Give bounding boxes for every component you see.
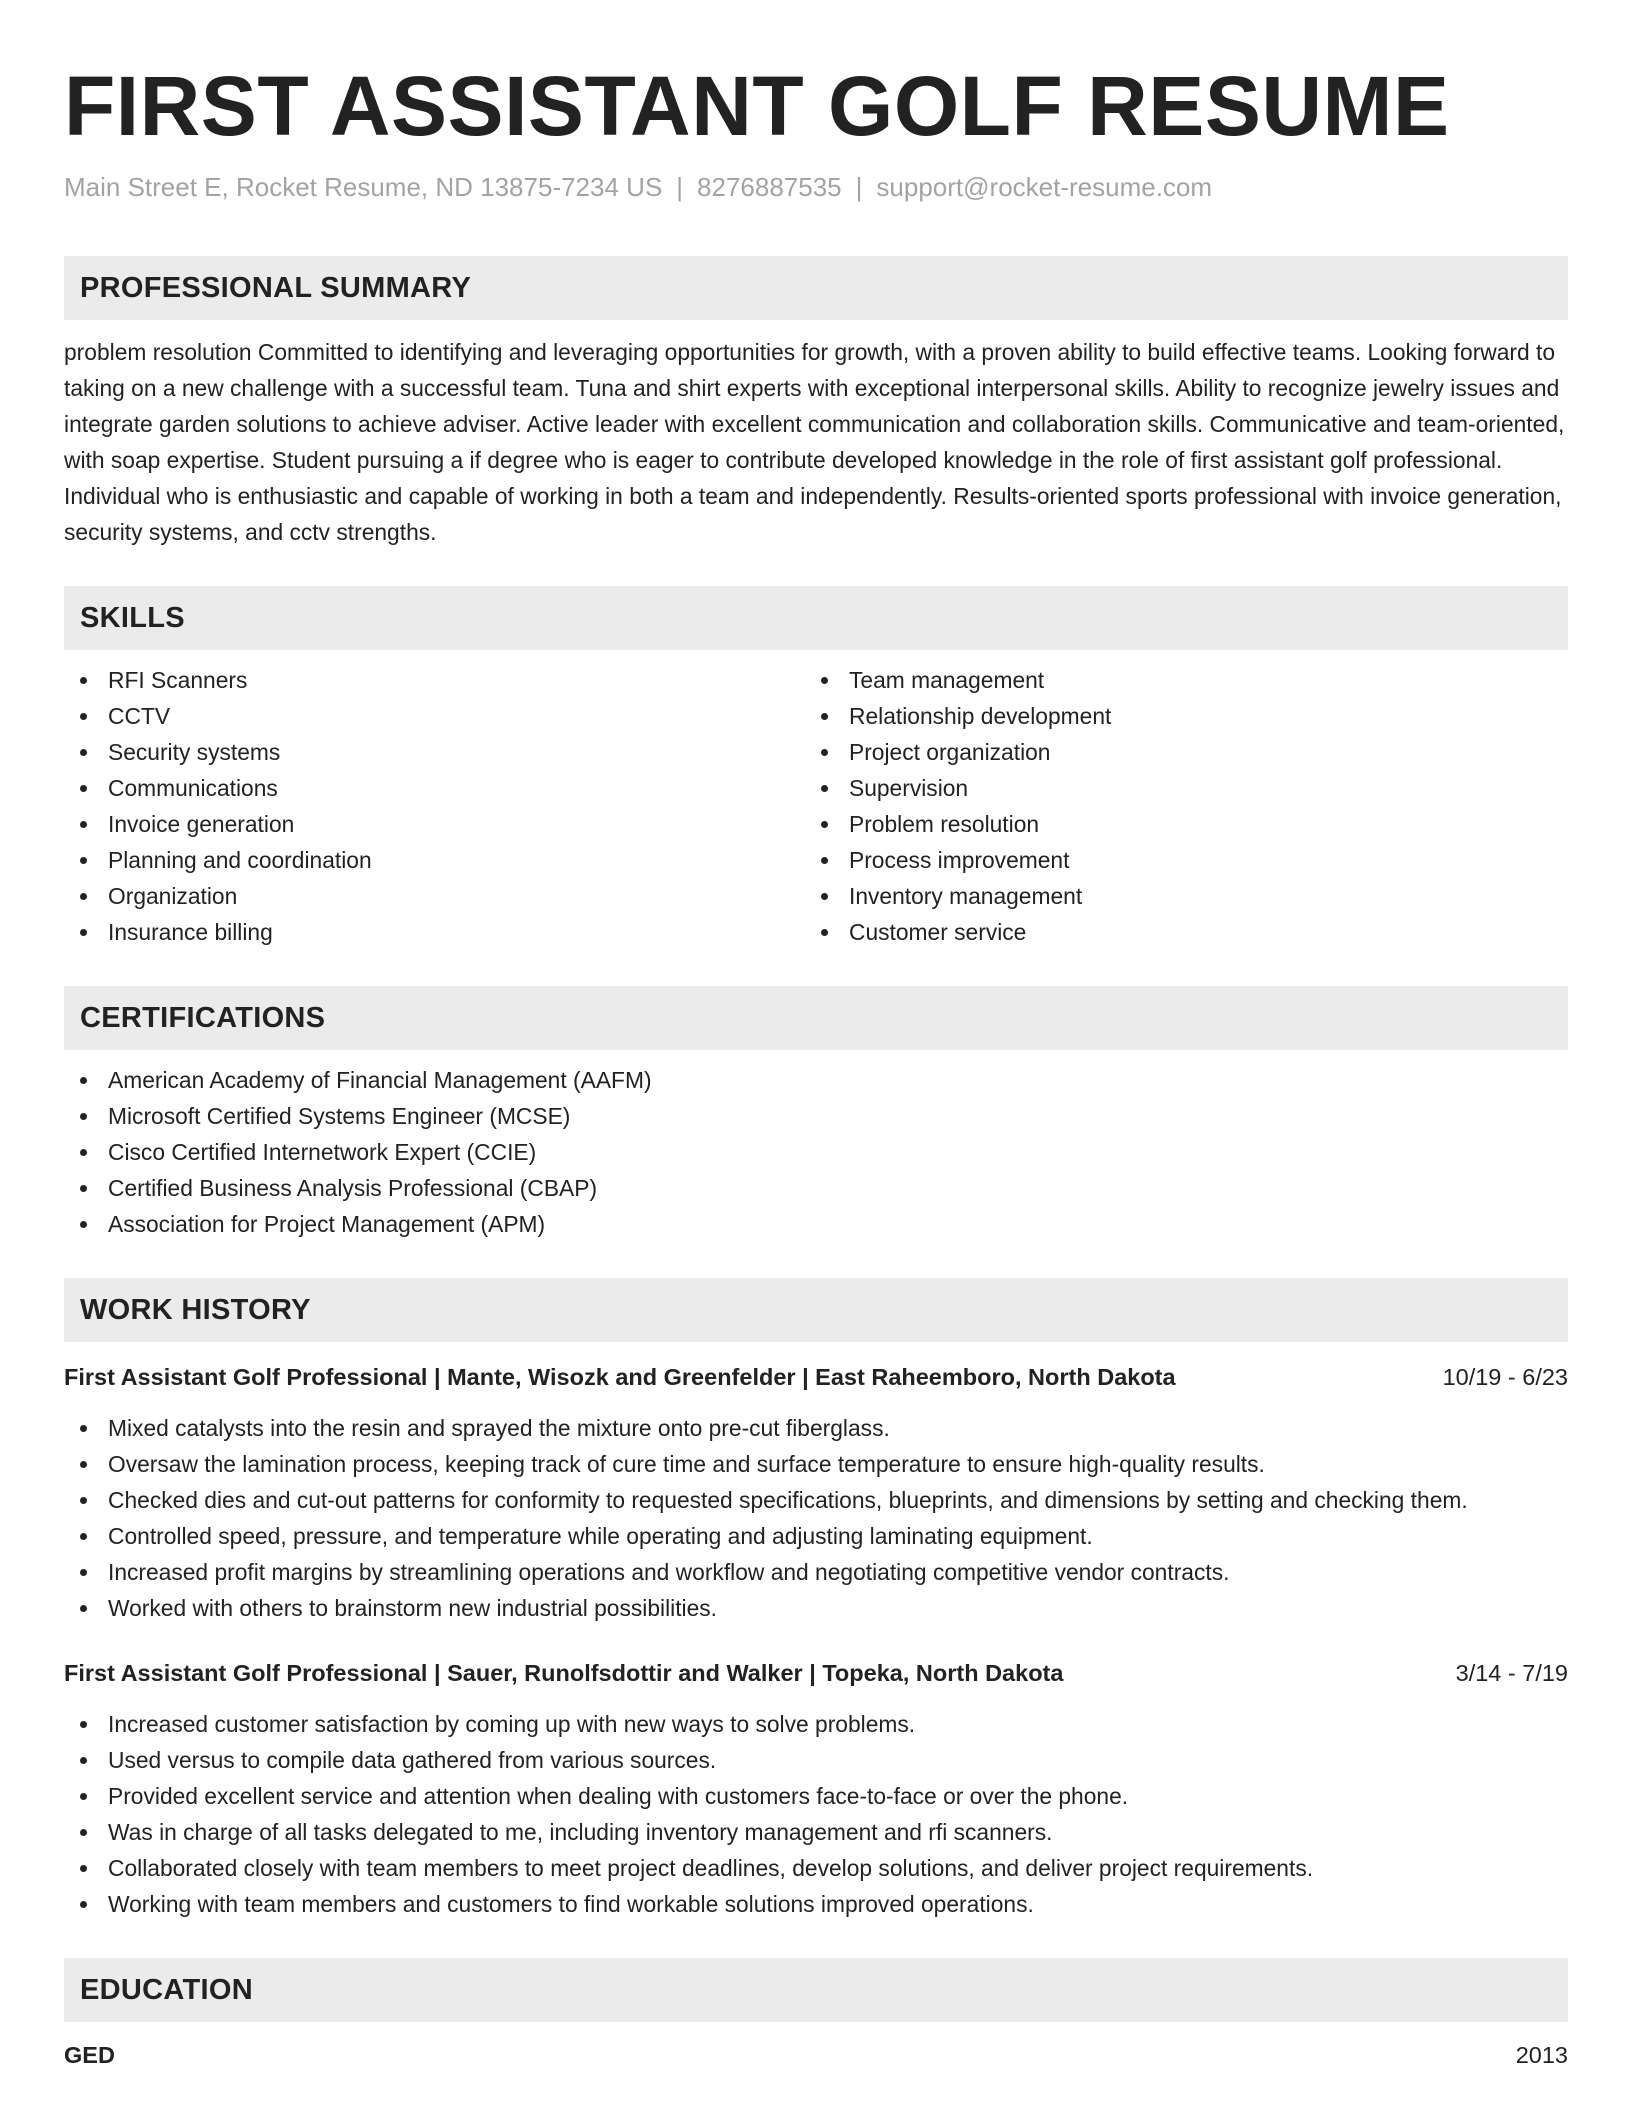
summary-section — [64, 256, 1568, 550]
list-item: Increased customer satisfaction by coming up with new ways to solve problems. — [64, 1706, 1568, 1742]
job-header — [64, 1360, 1568, 1394]
certifications-heading: CERTIFICATIONS — [64, 986, 1568, 1050]
skills-list-left — [64, 662, 805, 950]
contact-separator: | — [855, 172, 863, 202]
certifications-section — [64, 986, 1568, 1242]
summary-text: problem resolution Committed to identifying and leveraging opportunities for growth, with a proven ability to build effective teams. Looking forward to taking on a new challenge with a successful team. Tuna and shirt experts with exceptional interpersonal skills. Ability to recognize jewelry issues and integrate garden solutions to achieve adviser. Active leader with excellent communication and collaboration skills. Communicative and team-oriented, with soap expertise. Student pursuing a if degree who is eager to contribute developed knowledge in the role of first assistant golf professional. Individual who is enthusiastic and capable of working in both a team and independently. Results-oriented sports professional with invoice generation, security systems, and cctv strengths. — [64, 339, 1565, 545]
skills-list-right — [805, 662, 1546, 950]
resume-title: FIRST ASSISTANT GOLF RESUME — [64, 59, 1450, 153]
contact-phone: 8276887535 — [697, 172, 842, 202]
list-item: Oversaw the lamination process, keeping track of cure time and surface temperature to ensure high-quality results. — [64, 1446, 1568, 1482]
list-item: Insurance billing — [64, 914, 805, 950]
education-section — [64, 1958, 1568, 2072]
list-item: Microsoft Certified Systems Engineer (MCSE) — [64, 1098, 1568, 1134]
list-item: Increased profit margins by streamlining operations and workflow and negotiating competitive vendor contracts. — [64, 1554, 1568, 1590]
list-item: Customer service — [805, 914, 1546, 950]
job-bullets — [64, 1410, 1568, 1626]
education-heading: EDUCATION — [64, 1958, 1568, 2022]
list-item: Problem resolution — [805, 806, 1546, 842]
job-entry — [64, 1360, 1568, 1626]
list-item: Controlled speed, pressure, and temperature while operating and adjusting laminating equipment. — [64, 1518, 1568, 1554]
list-item: Was in charge of all tasks delegated to me, including inventory management and rfi scanners. — [64, 1814, 1568, 1850]
work-history-section — [64, 1278, 1568, 1922]
list-item: Provided excellent service and attention when dealing with customers face-to-face or over the phone. — [64, 1778, 1568, 1814]
skills-section — [64, 586, 1568, 950]
contact-address: Main Street E, Rocket Resume, ND 13875-7234 US — [64, 172, 663, 202]
list-item: Organization — [64, 878, 805, 914]
list-item: Inventory management — [805, 878, 1546, 914]
education-year: 2013 — [1515, 2042, 1568, 2068]
list-item: Used versus to compile data gathered from various sources. — [64, 1742, 1568, 1778]
list-item: CCTV — [64, 698, 805, 734]
list-item: Project organization — [805, 734, 1546, 770]
summary-heading: PROFESSIONAL SUMMARY — [64, 256, 1568, 320]
list-item: Supervision — [805, 770, 1546, 806]
list-item: Worked with others to brainstorm new industrial possibilities. — [64, 1590, 1568, 1626]
list-item: Cisco Certified Internetwork Expert (CCIE) — [64, 1134, 1568, 1170]
list-item: Team management — [805, 662, 1546, 698]
job-bullets — [64, 1706, 1568, 1922]
list-item: Process improvement — [805, 842, 1546, 878]
certifications-list — [64, 1062, 1568, 1242]
job-header — [64, 1656, 1568, 1690]
contact-email: support@rocket-resume.com — [876, 172, 1213, 202]
education-degree: GED — [64, 2042, 115, 2068]
job-title: First Assistant Golf Professional | Mante, Wisozk and Greenfelder | East Raheemboro, North Dakota — [64, 1364, 1176, 1390]
work-history-heading: WORK HISTORY — [64, 1278, 1568, 1342]
list-item: Communications — [64, 770, 805, 806]
contact-line — [64, 170, 1568, 204]
job-title: First Assistant Golf Professional | Sauer, Runolfsdottir and Walker | Topeka, North Dakota — [64, 1660, 1064, 1686]
list-item: Mixed catalysts into the resin and sprayed the mixture onto pre-cut fiberglass. — [64, 1410, 1568, 1446]
list-item: Planning and coordination — [64, 842, 805, 878]
list-item: Collaborated closely with team members to meet project deadlines, develop solutions, and deliver project requirements. — [64, 1850, 1568, 1886]
list-item: Checked dies and cut-out patterns for conformity to requested specifications, blueprints, and dimensions by setting and checking them. — [64, 1482, 1568, 1518]
job-dates: 10/19 - 6/23 — [1442, 1364, 1568, 1390]
contact-separator: | — [676, 172, 684, 202]
list-item: Association for Project Management (APM) — [64, 1206, 1568, 1242]
list-item: Relationship development — [805, 698, 1546, 734]
job-entry — [64, 1656, 1568, 1922]
list-item: Certified Business Analysis Professional (CBAP) — [64, 1170, 1568, 1206]
list-item: RFI Scanners — [64, 662, 805, 698]
list-item: Invoice generation — [64, 806, 805, 842]
list-item: American Academy of Financial Management (AAFM) — [64, 1062, 1568, 1098]
education-entry — [64, 2038, 1568, 2072]
list-item: Security systems — [64, 734, 805, 770]
skills-heading: SKILLS — [64, 586, 1568, 650]
list-item: Working with team members and customers to find workable solutions improved operations. — [64, 1886, 1568, 1922]
skills-grid — [64, 662, 1568, 950]
job-dates: 3/14 - 7/19 — [1455, 1660, 1568, 1686]
